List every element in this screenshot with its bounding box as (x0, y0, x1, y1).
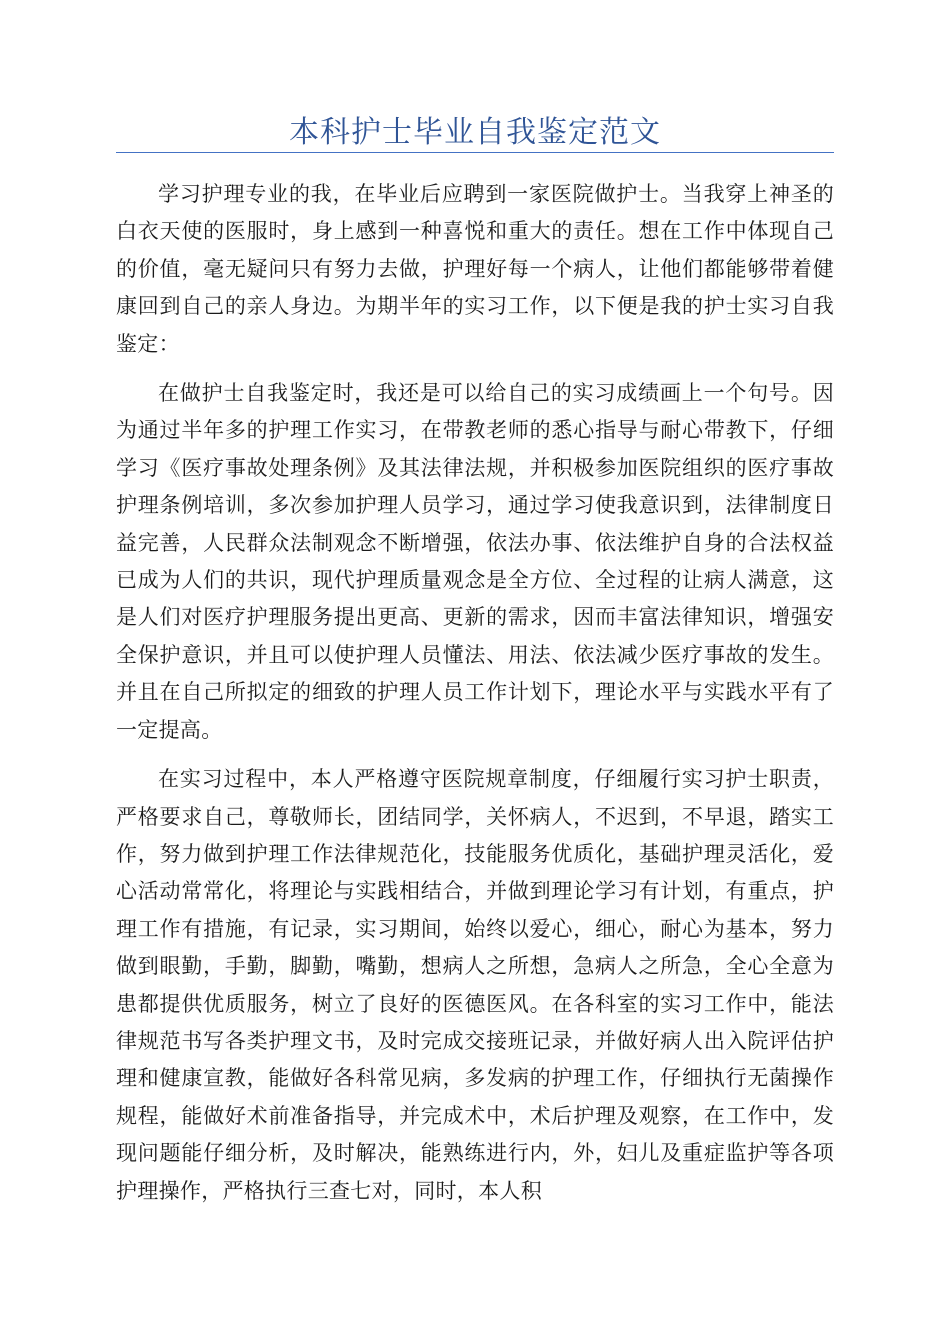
title-block (116, 112, 834, 153)
paragraph-1: 学习护理专业的我，在毕业后应聘到一家医院做护士。当我穿上神圣的白衣天使的医服时，身上感到一种喜悦和重大的责任。想在工作中体现自己的价值，毫无疑问只有努力去做，护理好每一个病人，让他们都能够带着健康回到自己的亲人身边。为期半年的实习工作，以下便是我的护士实习自我鉴定： (116, 182, 834, 356)
document-title: 本科护士毕业自我鉴定范文 (289, 115, 661, 150)
paragraph-3: 在实习过程中，本人严格遵守医院规章制度，仔细履行实习护士职责，严格要求自己，尊敬师长，团结同学，关怀病人，不迟到，不早退，踏实工作，努力做到护理工作法律规范化，技能服务优质化，基础护理灵活化，爱心活动常常化，将理论与实践相结合，并做到理论学习有计划，有重点，护理工作有措施，有记录，实习期间，始终以爱心，细心，耐心为基本，努力做到眼勤，手勤，脚勤，嘴勤，想病人之所想，急病人之所急，全心全意为患都提供优质服务，树立了良好的医德医风。在各科室的实习工作中，能法律规范书写各类护理文书，及时完成交接班记录，并做好病人出入院评估护理和健康宣教，能做好各科常见病，多发病的护理工作，仔细执行无菌操作规程，能做好术前准备指导，并完成术中，术后护理及观察，在工作中，发现问题能仔细分析，及时解决，能熟练进行内，外，妇儿及重症监护等各项护理操作，严格执行三查七对，同时，本人积 (116, 767, 834, 1203)
paragraph-2: 在做护士自我鉴定时，我还是可以给自己的实习成绩画上一个句号。因为通过半年多的护理工作实习，在带教老师的悉心指导与耐心带教下，仔细学习《医疗事故处理条例》及其法律法规，并积极参加医院组织的医疗事故护理条例培训，多次参加护理人员学习，通过学习使我意识到，法律制度日益完善，人民群众法制观念不断增强，依法办事、依法维护自身的合法权益已成为人们的共识，现代护理质量观念是全方位、全过程的让病人满意，这是人们对医疗护理服务提出更高、更新的需求，因而丰富法律知识，增强安全保护意识，并且可以使护理人员懂法、用法、依法减少医疗事故的发生。并且在自己所拟定的细致的护理人员工作计划下，理论水平与实践水平有了一定提高。 (116, 381, 834, 742)
document-body (116, 176, 834, 1222)
